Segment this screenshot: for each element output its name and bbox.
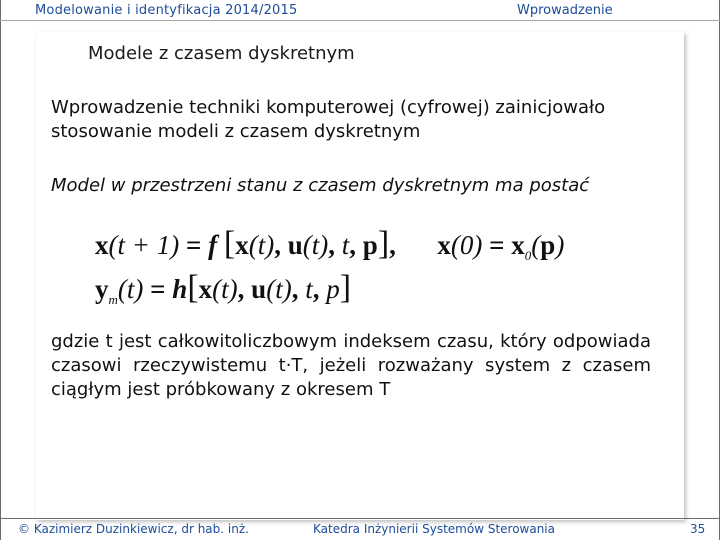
slide-frame-left [0,0,1,540]
output-equation-math: $y_m(t) = h[x(t)$, u(t), t, p] [95,269,352,307]
state-equation [95,225,564,264]
initial-condition-math: $x(0) = x_0(p)$ [437,230,565,263]
time-index-paragraph: gdzie t jest całkowitoliczbowym indeksem czasu, który odpowiada czasowi rzeczywistemu t·T, jeżeli rozważany system z czasem ciągłym jest próbkowany z okresem T [51,331,651,400]
model-paragraph: Model w przestrzeni stanu z czasem dyskretnym ma postać [51,175,590,196]
footer-divider [0,518,720,519]
section-title: Wprowadzenie [517,3,613,18]
intro-paragraph: Wprowadzenie techniki komputerowej (cyfrowej) zainicjowało stosowanie modeli z czasem dyskretnym [51,97,606,142]
output-equation [95,269,351,308]
footer-department: Katedra Inżynierii Systemów Sterowania [313,522,555,536]
page-number: 35 [690,522,706,536]
state-equation-math: x(t + 1) = f [x(t), u(t), t, p], [95,225,396,262]
slide-title: Modele z czasem dyskretnym [88,43,355,64]
slide-header [0,0,720,21]
course-title: Modelowanie i identyfikacja 2014/2015 [35,3,298,18]
footer-author: © Kazimierz Duzinkiewicz, dr hab. inż. [18,522,249,536]
